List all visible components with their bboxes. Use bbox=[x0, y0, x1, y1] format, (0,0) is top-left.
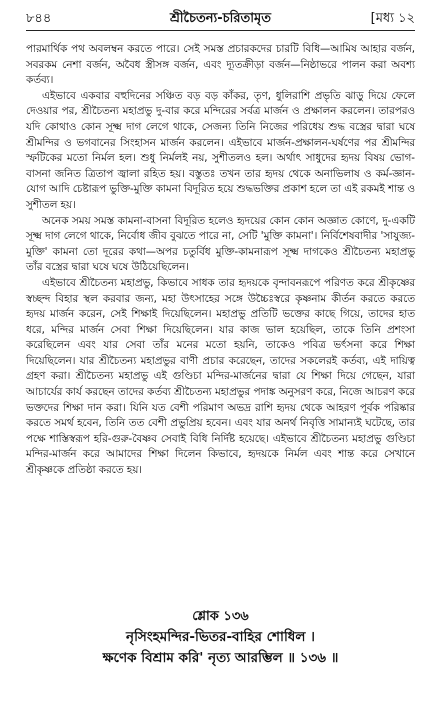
paragraph: পারমার্থিক পথ অবলম্বন করতে পারে। সেই সমস্ত প্রচারকদের চারটি বিধি—আমিষ আহার বর্জন, সবরকম নেশা বর্জন, অবৈধ স্ত্রীসঙ্গ বর্জন, এবং দ্যূতক্রীড়া বর্জন—নিষ্ঠাভরে পালন করা অবশ্য কর্তব্য। bbox=[26, 43, 415, 87]
verse-line-2: ক্ষণেক বিশ্রাম করি' নৃত্য আরম্ভিল ॥ ১৩৬ ॥ bbox=[102, 650, 339, 666]
verse-block bbox=[26, 607, 415, 669]
commentary-body bbox=[26, 42, 415, 479]
header-rule bbox=[26, 30, 415, 31]
running-title: শ্রীচৈতন্য-চরিতামৃত bbox=[169, 11, 272, 26]
verse-number: শ্লোক ১৩৬ bbox=[192, 609, 249, 624]
page-header bbox=[26, 9, 415, 31]
verse-line-1: নৃসিংহমন্দির-ভিতর-বাহির শোধিল । bbox=[126, 629, 315, 645]
paragraph: অনেক সময় সমস্ত কামনা-বাসনা বিদূরিত হলেও হৃদয়ের কোন কোন অজ্ঞাত কোণে, দু-একটি সূক্ষ্ম দাগ লেগে থাকে, নির্বোধ জীব বুঝতে পারে না, সেটি 'মুক্তি কামনা'। নির্বিশেষবাদীর 'সাযুজ্য-মুক্তি' কামনা তো দূরের কথা—অপর চতুর্বিধ মুক্তি-কামনারূপ সূক্ষ্ম দাগকেও শ্রীচৈতন্য মহাপ্রভু তাঁর বস্ত্রের দ্বারা ঘষে ঘষে উঠিয়েছিলেন। bbox=[26, 214, 415, 274]
paragraph: এইভাবে একবার বহুদিনের সঞ্চিত বড় বড় কাঁকর, তৃণ, ধুলিরাশি প্রভৃতি ঝাড়ু দিয়ে ফেলে দেওয়ার পর, শ্রীচৈতন্য মহাপ্রভু দু-বার করে মন্দিরের সর্বত্র মার্জন ও প্রক্ষালন করলেন। তারপরও যদি কোথাও কোন সূক্ষ্ম দাগ লেগে থাকে, সেজন্য তিনি নিজের পরিধেয় শুদ্ধ বস্ত্রের দ্বারা ঘষে শ্রীমন্দির ও ভগবানের সিংহাসন মার্জন করলেন। এইভাবে মার্জন-প্রক্ষালন-ঘর্ষণের পর শ্রীমন্দির স্ফটিকের মতো নির্মল হল। শুধু নির্মলই নয়, সুশীতলও হল। অর্থাৎ সাধুদের হৃদয় বিষয় ভোগ-বাসনা জনিত ত্রিতাপ জ্বালা রহিত হয়। বস্তুতঃ তখন তার হৃদয় থেকে অনাভিলাষ ও কর্ম-জ্ঞান-যোগ আদি চেষ্টারূপ ভুক্তি-মুক্তি কামনা বিদূরিত হয়ে শুদ্ধভক্তির প্রকাশ হলে তা এই রকমই শান্ত ও সুশীতল হয়। bbox=[26, 89, 415, 211]
paragraph: এইভাবে শ্রীচৈতন্য মহাপ্রভু, কিভাবে সাধক তার হৃদয়কে বৃন্দাবনরূপে পরিণত করে শ্রীকৃষ্ণের স্বচ্ছন্দ বিহার স্থল করবার জন্য, মহা উৎসাহের সঙ্গে উচ্চৈঃস্বরে কৃষ্ণনাম কীর্তন করতে করতে হৃদয় মার্জন করেন, সেই শিক্ষাই দিয়েছিলেন। মহাপ্রভু প্রতিটি ভক্তের কাছে গিয়ে, তাদের হাত ধরে, মন্দির মার্জন সেবা শিক্ষা দিয়েছিলেন। যার কাজ ভাল হয়েছিল, তাকে তিনি প্রশংসা করেছিলেন এবং যার সেবা তাঁর মনের মতো হয়নি, তাকেও পবিত্র ভর্ৎসনা করে শিক্ষা দিয়েছিলেন। যার শ্রীচৈতন্য মহাপ্রভুর বাণী প্রচার করেছেন, তাদের সকলেরই কর্তব্য, এই দায়িত্ব গ্রহণ করা। শ্রীচৈতন্য মহাপ্রভু এই গুণ্ডিচা মন্দির-মার্জনের দ্বারা যে শিক্ষা দিয়ে গেছেন, যারা আচার্যের কার্য করছেন তাদের কর্তব্য শ্রীচৈতন্য মহাপ্রভুর পদাঙ্ক অনুসরণ করে, নিজে আচরণ করে ভক্তদের শিক্ষা দান করা। যিনি যত বেশী পরিমাণ অভদ্র রাশি হৃদয় থেকে আহরণ পূর্বক পরিষ্কার করতে সমর্থ হবেন, তিনি তত বেশী প্রভুপ্রিয় হবেন। এবং যার অনর্থ নিবৃত্তি সামান্যই ঘটেছে, তার পক্ষে শাস্তিস্বরূপ হরি-গুরু-বৈষ্ণব সেবাই বিধি নির্দিষ্ট হয়েছে। এইভাবে শ্রীচৈতন্য মহাপ্রভু গুণ্ডিচা মন্দির-মার্জন করে আমাদের শিক্ষা দিলেন কিভাবে, হৃদয়কে নির্মল এবং শান্ত করে সেখানে শ্রীকৃষ্ণকে প্রতিষ্ঠা করতে হয়। bbox=[26, 276, 415, 477]
page-number: ৮৪৪ bbox=[26, 11, 52, 26]
section-marker: [মধ্য ১২ bbox=[370, 11, 415, 26]
